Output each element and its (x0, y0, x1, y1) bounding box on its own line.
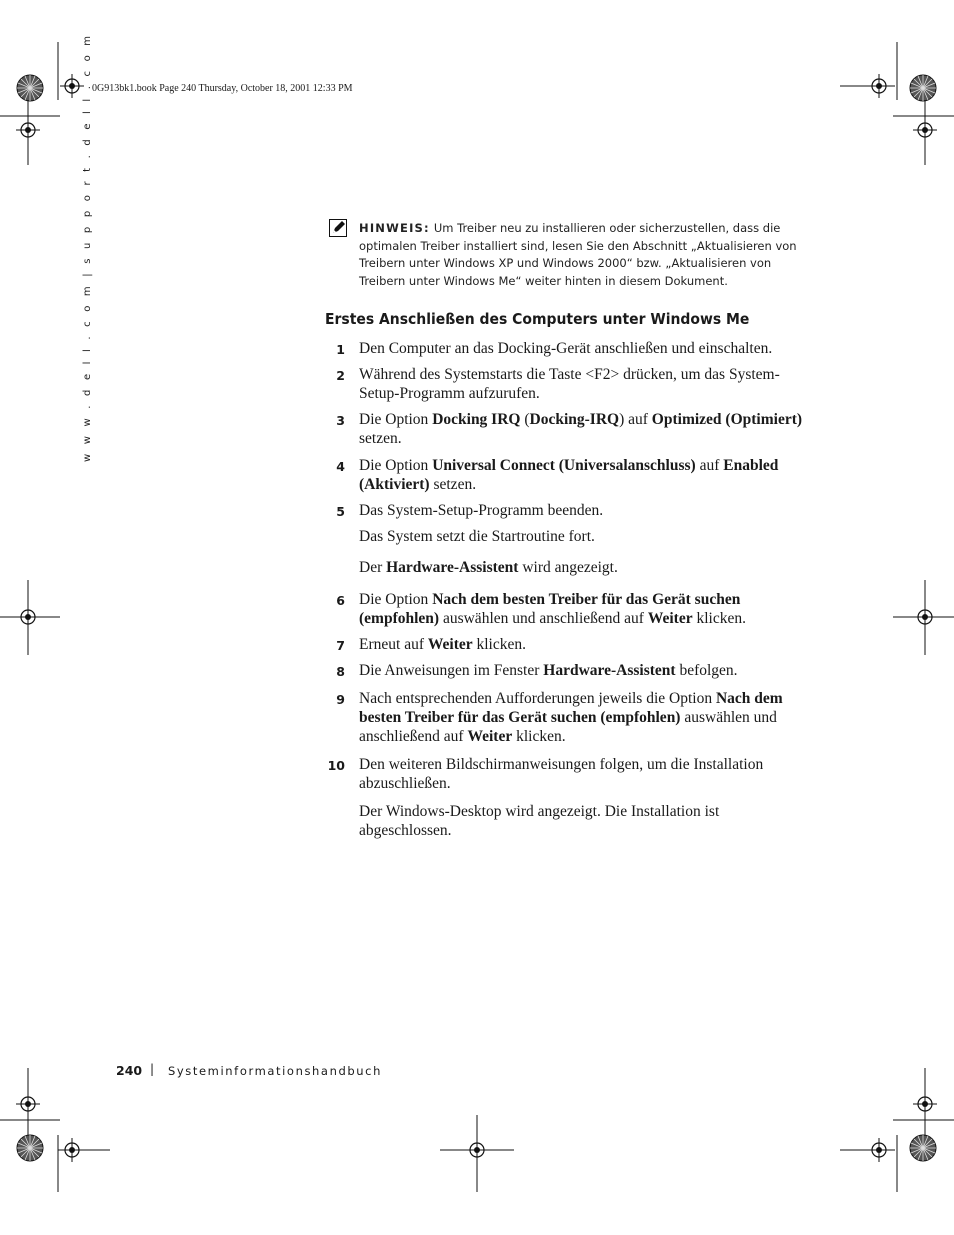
button-name: Weiter (467, 728, 513, 745)
step-number: 7 (336, 638, 345, 653)
page-number: 240 (116, 1063, 143, 1078)
step-number: 2 (336, 368, 345, 383)
list-item (336, 501, 814, 520)
step-text: Während des Systemstarts die Taste <F2> drücken, um das System-Setup-Programm aufzurufen. (359, 366, 780, 402)
step-text: Die Anweisungen im Fenster (359, 662, 544, 679)
note-label: HINWEIS: (359, 221, 430, 235)
step-text: ) auf (619, 411, 652, 428)
note-pencil-icon (329, 219, 347, 237)
paragraph: Das System setzt die Startroutine fort. (359, 528, 595, 545)
step-number: 1 (336, 342, 345, 357)
note-body: Um Treiber neu zu installieren oder sicherzustellen, dass die optimalen Treiber installiert sind, lesen Sie den Abschnitt „Aktualisieren von Treibern unter Windows XP und Windows 2000“ bzw. „Aktualisieren von Treibern unter Windows Me“ weiter hinten in diesem Dokument. (359, 221, 797, 288)
step-text: klicken. (512, 728, 566, 745)
list-item (336, 590, 814, 628)
step-text: Die Option (359, 591, 433, 608)
list-item (336, 635, 814, 654)
option-name: Nach dem besten Treiber für das Gerät suchen (empfohlen) (359, 591, 741, 627)
step-number: 6 (336, 593, 345, 608)
para-text: Der (359, 559, 387, 576)
step-text: Erneut auf (359, 636, 428, 653)
step-text: Das System-Setup-Programm beenden. (359, 502, 604, 519)
list-item (336, 410, 814, 448)
list-item (336, 661, 814, 680)
step-number: 9 (336, 692, 345, 707)
step-text: auswählen und anschließend auf (359, 709, 777, 745)
step-text: ( (520, 411, 530, 428)
option-name: Docking IRQ (432, 411, 521, 428)
step-text: befolgen. (675, 662, 738, 679)
window-name: Hardware-Assistent (386, 559, 519, 576)
button-name: Weiter (427, 636, 473, 653)
step-text: Die Option (359, 457, 433, 474)
option-name: Docking-IRQ (529, 411, 620, 428)
list-item (327, 755, 814, 793)
step-text: Nach entsprechenden Aufforderungen jeweils die Option (359, 690, 716, 707)
list-item (336, 339, 814, 358)
option-value: Enabled (Aktiviert) (359, 457, 779, 493)
step-number: 4 (336, 459, 345, 474)
option-name: Nach dem besten Treiber für das Gerät suchen (empfohlen) (359, 690, 783, 726)
step-text: setzen. (359, 430, 402, 447)
section-heading: Erstes Anschließen des Computers unter Windows Me (325, 310, 750, 328)
list-item (336, 365, 814, 403)
para-text: wird angezeigt. (518, 559, 618, 576)
step-number: 5 (336, 504, 345, 519)
step-text: Die Option (359, 411, 433, 428)
option-value: Optimized (Optimiert) (651, 411, 803, 428)
step-text: Den Computer an das Docking-Gerät anschließen und einschalten. (359, 340, 773, 357)
button-name: Weiter (647, 610, 693, 627)
list-item (336, 456, 814, 494)
step-number: 3 (336, 413, 345, 428)
paragraph: Der Windows-Desktop wird angezeigt. Die Installation ist abgeschlossen. (359, 803, 720, 839)
step-text: auf (695, 457, 724, 474)
window-name: Hardware-Assistent (543, 662, 676, 679)
footer-separator: | (150, 1062, 155, 1076)
side-url: w w w . d e l l . c o m | s u p p o r t . d e l l . c o m (82, 32, 93, 462)
step-text: auswählen und anschließend auf (439, 610, 648, 627)
print-header: 0G913bk1.book Page 240 Thursday, October 18, 2001 12:33 PM (92, 83, 353, 94)
step-number: 8 (336, 664, 345, 679)
step-text: klicken. (472, 636, 526, 653)
step-text: Den weiteren Bildschirmanweisungen folgen, um die Installation abzuschließen. (359, 756, 764, 792)
step-text: klicken. (692, 610, 746, 627)
option-name: Universal Connect (Universalanschluss) (432, 457, 696, 474)
note-block (359, 220, 809, 290)
paragraph (359, 558, 814, 577)
footer-title: Systeminformationshandbuch (168, 1064, 382, 1078)
step-text: setzen. (429, 476, 477, 493)
list-item (336, 689, 814, 746)
step-number: 10 (327, 758, 345, 773)
